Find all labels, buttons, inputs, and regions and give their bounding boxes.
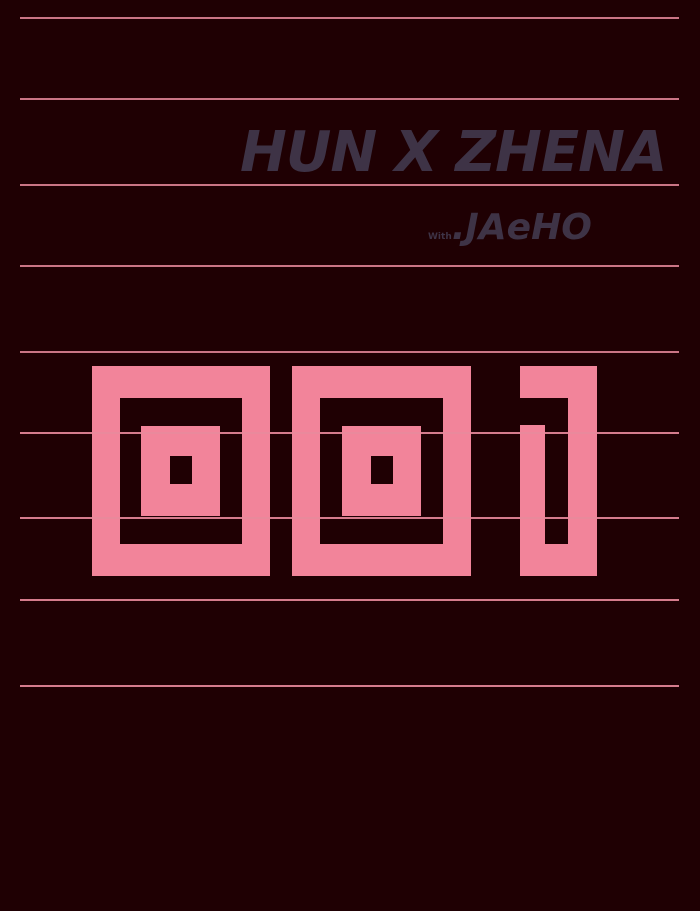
rule-line — [20, 685, 679, 687]
rule-line — [20, 517, 679, 519]
episode-digit-0-second — [292, 366, 471, 576]
credit-name: .JAeHO — [451, 207, 592, 248]
series-title: HUN X ZHENA — [240, 120, 667, 185]
credit-prefix: With — [428, 232, 452, 242]
episode-digit-0-first — [92, 366, 270, 576]
rule-line — [20, 599, 679, 601]
rule-line — [20, 432, 679, 434]
episode-number-glyphs — [92, 366, 597, 576]
episode-digit-1 — [520, 366, 597, 576]
